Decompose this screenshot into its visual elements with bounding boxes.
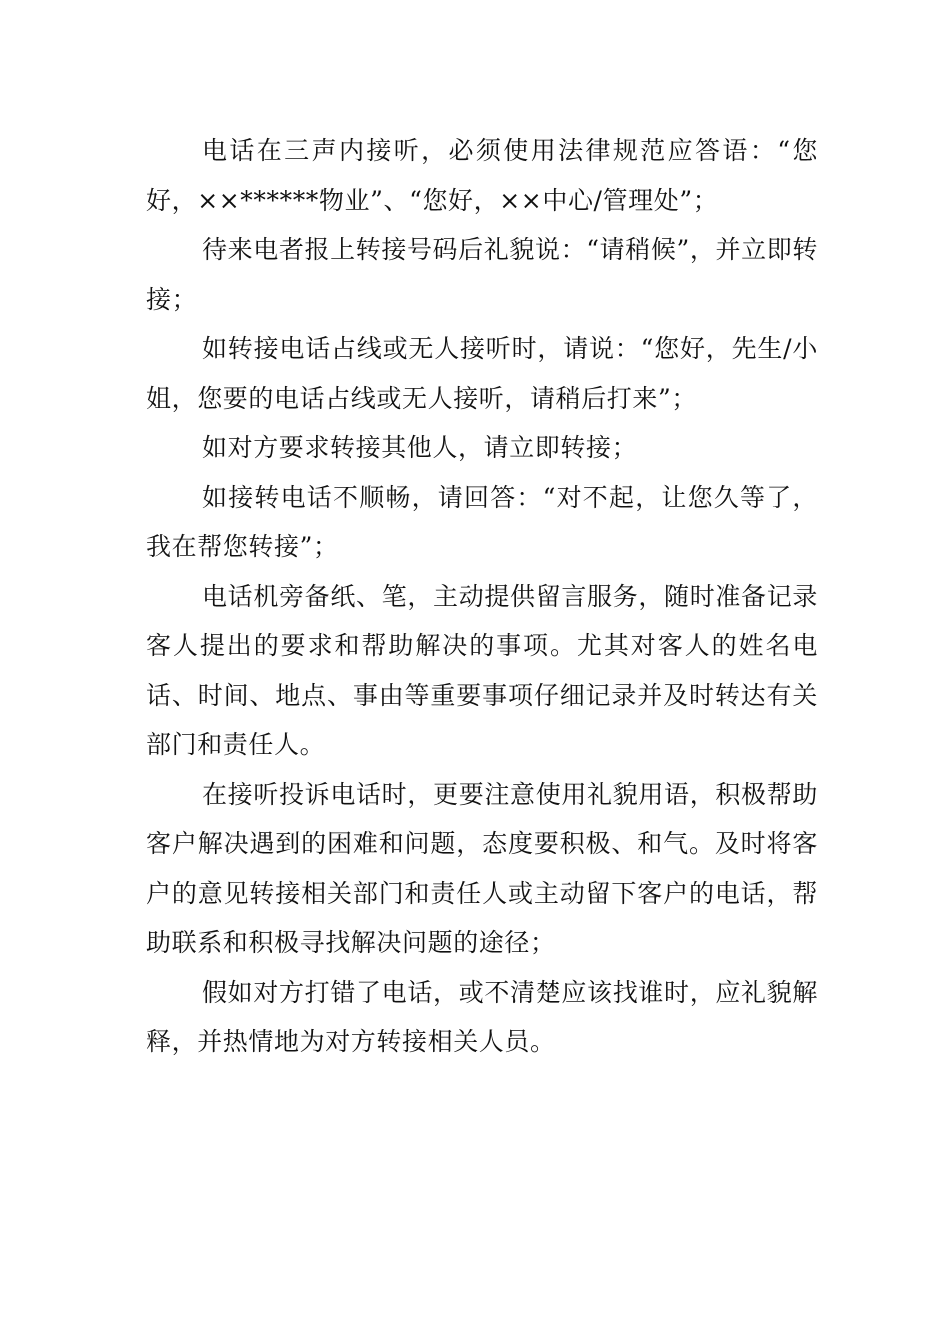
paragraph-wrong-number: 假如对方打错了电话，或不清楚应该找谁时，应礼貌解释，并热情地为对方转接相关人员。 [146,977,818,1056]
paragraph-answer-within-three-rings: 电话在三声内接听，必须使用法律规范应答语：“您好，××******物业”、“您好，××中心/管理处”； [146,136,818,215]
paragraph-transfer-other-person: 如对方要求转接其他人，请立即转接； [202,433,638,462]
paragraph-transfer-not-smooth: 如接转电话不顺畅，请回答：“对不起，让您久等了，我在帮您转接”； [146,482,818,561]
paragraph-complaint-calls: 在接听投诉电话时，更要注意使用礼貌用语，积极帮助客户解决遇到的困难和问题，态度要积极、和气。及时将客户的意见转接相关部门和责任人或主动留下客户的电话，帮助联系和积极寻找解决问题的途径； [146,779,818,957]
document-body [146,126,818,1067]
paragraph-transfer-request: 待来电者报上转接号码后礼貌说：“请稍候”，并立即转接； [146,235,818,314]
paragraph-message-service: 电话机旁备纸、笔，主动提供留言服务，随时准备记录客人提出的要求和帮助解决的事项。尤其对客人的姓名电话、时间、地点、事由等重要事项仔细记录并及时转达有关部门和责任人。 [146,581,818,759]
paragraph-line-busy: 如转接电话占线或无人接听时，请说：“您好，先生/小姐，您要的电话占线或无人接听，请稍后打来”； [146,334,818,413]
